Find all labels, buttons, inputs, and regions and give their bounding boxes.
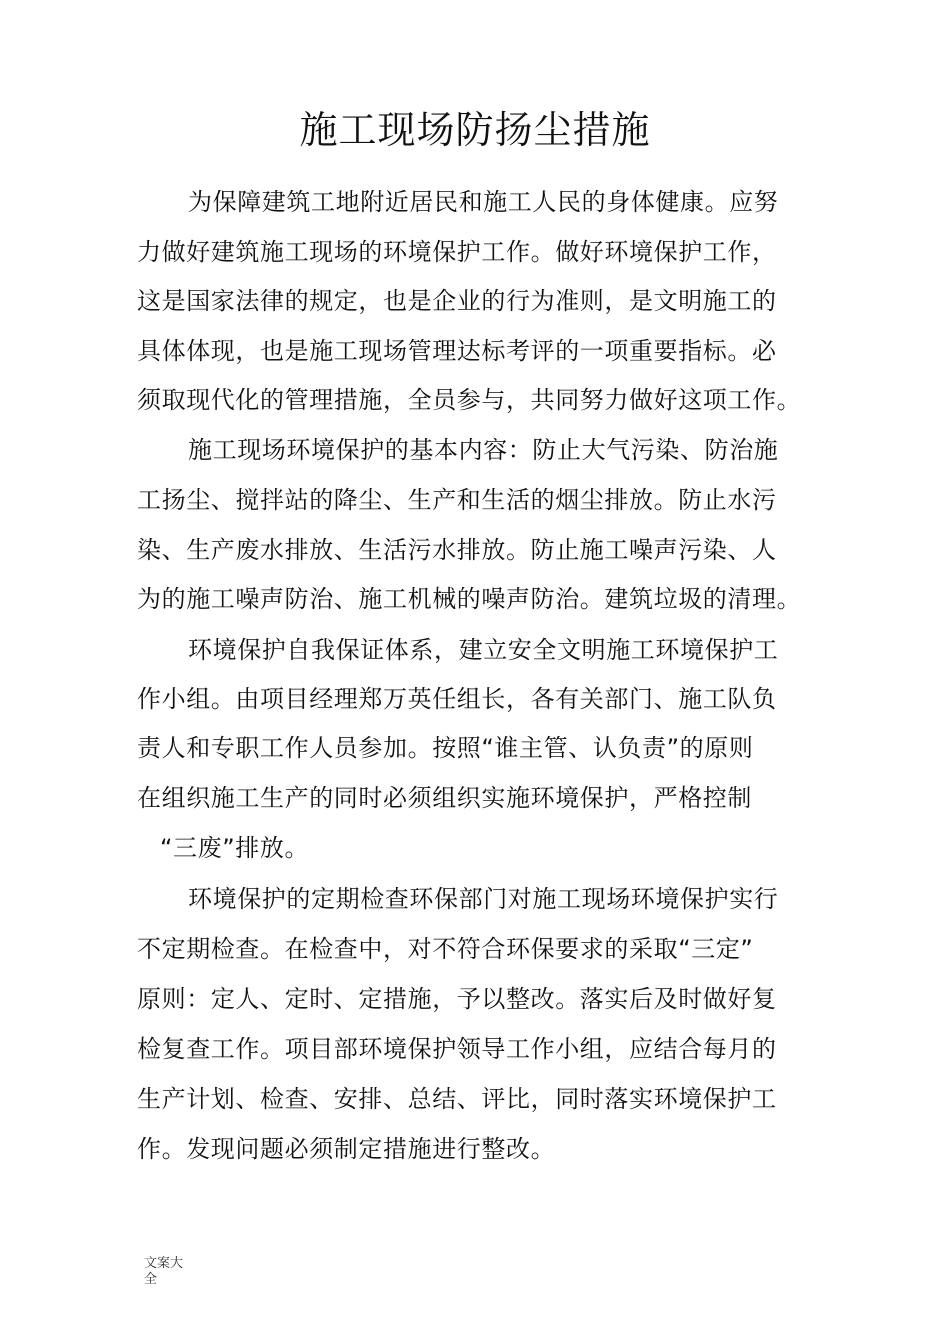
paragraph-1-line-1: 为保障建筑工地附近居民和施工人民的身体健康。应努 xyxy=(188,188,779,216)
paragraph-3-line-1: 环境保护自我保证体系，建立安全文明施工环境保护工 xyxy=(188,636,779,664)
paragraph-3-line-4: 在组织施工生产的同时必须组织实施环境保护，严格控制 xyxy=(137,784,752,812)
paragraph-1-line-4: 具体体现，也是施工现场管理达标考评的一项重要指标。必 xyxy=(137,337,777,365)
paragraph-4-line-4: 检复查工作。项目部环境保护领导工作小组，应结合每月的 xyxy=(137,1035,777,1063)
paragraph-2-line-3: 染、生产废水排放、生活污水排放。防止施工噪声污染、人 xyxy=(137,536,777,564)
paragraph-4-line-5: 生产计划、检查、安排、总结、评比，同时落实环境保护工 xyxy=(137,1085,777,1113)
paragraph-1-line-3: 这是国家法律的规定，也是企业的行为准则，是文明施工的 xyxy=(137,287,777,315)
paragraph-4-line-3: 原则：定人、定时、定措施，予以整改。落实后及时做好复 xyxy=(137,985,777,1013)
paragraph-1-line-2: 力做好建筑施工现场的环境保护工作。做好环境保护工作， xyxy=(137,238,777,266)
footer-line-1: 文案大 xyxy=(144,1256,184,1271)
paragraph-3-line-3: 责人和专职工作人员参加。按照“谁主管、认负责”的原则 xyxy=(137,734,754,762)
paragraph-2-line-2: 工扬尘、搅拌站的降尘、生产和生活的烟尘排放。防止水污 xyxy=(137,486,777,514)
paragraph-4-line-2: 不定期检查。在检查中，对不符合环保要求的采取“三定” xyxy=(137,935,754,963)
paragraph-4-line-6: 作。发现问题必须制定措施进行整改。 xyxy=(137,1135,556,1163)
document-title: 施工现场防扬尘措施 xyxy=(299,108,651,152)
footer-line-2: 全 xyxy=(144,1272,158,1287)
paragraph-2-line-4: 为的施工噪声防治、施工机械的噪声防治。建筑垃圾的清理。 xyxy=(137,585,802,613)
page-footer xyxy=(144,1256,204,1288)
paragraph-2-line-1: 施工现场环境保护的基本内容：防止大气污染、防治施 xyxy=(188,436,779,464)
paragraph-3-line-5: “三废”排放。 xyxy=(160,834,310,862)
paragraph-1-line-5: 须取现代化的管理措施，全员参与，共同努力做好这项工作。 xyxy=(137,386,802,414)
paragraph-4-line-1: 环境保护的定期检查环保部门对施工现场环境保护实行 xyxy=(188,885,779,913)
paragraph-3-line-2: 作小组。由项目经理郑万英任组长，各有关部门、施工队负 xyxy=(137,685,777,713)
